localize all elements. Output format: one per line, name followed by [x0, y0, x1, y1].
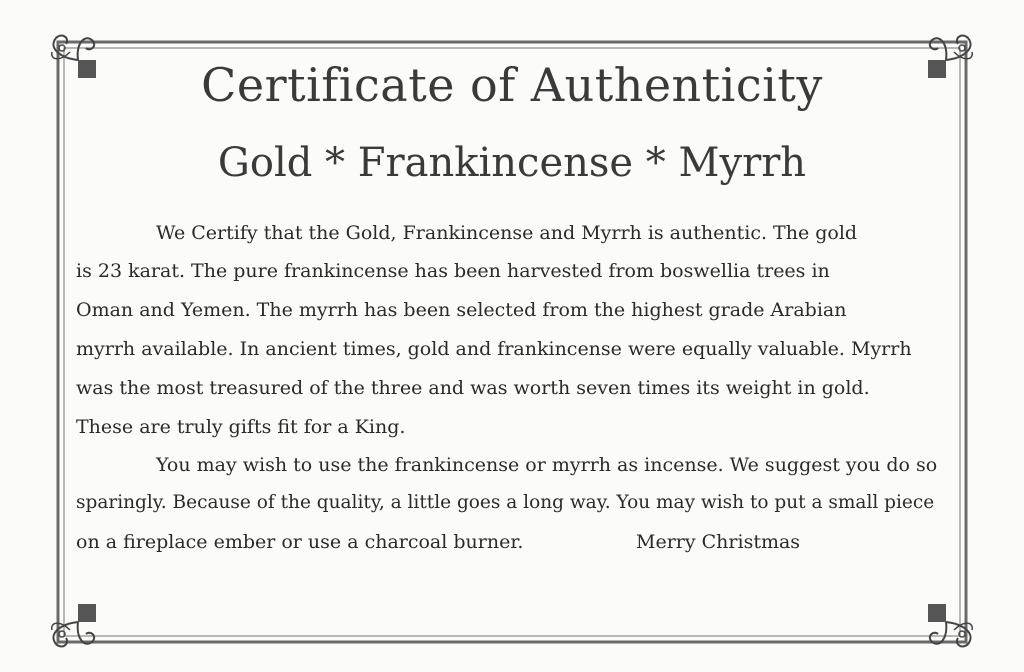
paragraph-line: You may wish to use the frankincense or myrrh as incense. We suggest you do so [156, 454, 938, 476]
certificate-title: Certificate of Authenticity [201, 58, 823, 112]
closing-greeting: Merry Christmas [636, 531, 801, 553]
paragraph-line: Oman and Yemen. The myrrh has been selected from the highest grade Arabian [76, 299, 847, 321]
paragraph-line: was the most treasured of the three and was worth seven times its weight in gold. [76, 377, 870, 399]
paragraph-line: myrrh available. In ancient times, gold and frankincense were equally valuable. Myrrh [76, 338, 912, 360]
certificate-subtitle: Gold * Frankincense * Myrrh [217, 140, 807, 186]
paragraph-line: is 23 karat. The pure frankincense has been harvested from boswellia trees in [76, 260, 830, 282]
paragraph-line: on a fireplace ember or use a charcoal burner. [76, 531, 524, 553]
paragraph-line: We Certify that the Gold, Frankincense and Myrrh is authentic. The gold [156, 222, 858, 244]
paragraph-line: sparingly. Because of the quality, a little goes a long way. You may wish to put a small piece [76, 492, 935, 513]
paragraph-line: These are truly gifts fit for a King. [76, 416, 406, 438]
